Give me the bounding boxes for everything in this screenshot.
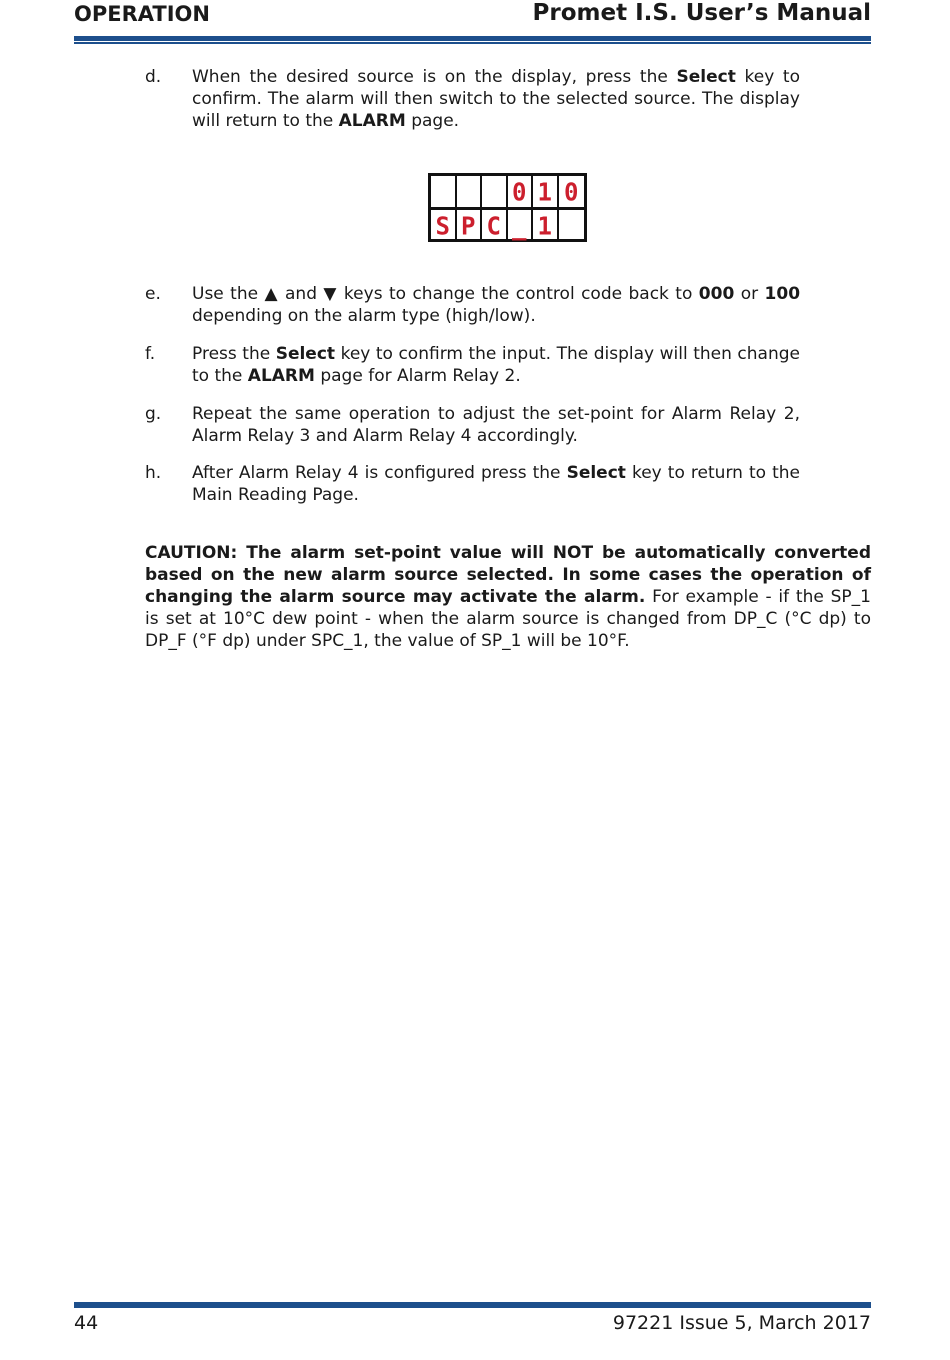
step-text: Repeat the same operation to adjust the set-point for Alarm Relay 2, Alarm Relay 3 and Alarm Relay 4 accordingly. — [192, 404, 800, 446]
text: Press the — [192, 344, 276, 364]
display-top-row — [431, 176, 584, 207]
text: Use the — [192, 284, 265, 304]
code-value: 100 — [764, 284, 801, 304]
text: depending on the alarm type (high/low). — [192, 306, 536, 326]
text: page for Alarm Relay 2. — [314, 366, 521, 386]
step-text — [192, 66, 800, 132]
display-bottom-row — [431, 210, 584, 241]
step-label: g. — [145, 404, 162, 424]
display-cell: _ — [508, 209, 534, 242]
caution-note — [145, 542, 871, 652]
page-header — [74, 0, 871, 48]
display-cell: 1 — [533, 175, 559, 208]
display-cell — [482, 175, 508, 208]
step-label: d. — [145, 67, 162, 87]
display-cell: 0 — [508, 175, 534, 208]
display-cell: C — [482, 209, 508, 242]
display-cell — [431, 175, 457, 208]
step-label: f. — [145, 344, 156, 364]
text: After Alarm Relay 4 is configured press the — [192, 463, 567, 483]
step-label: e. — [145, 284, 161, 304]
select-key: Select — [676, 67, 736, 87]
step-text — [192, 343, 800, 387]
text: keys to change the control code back to — [337, 284, 699, 304]
page-number: 44 — [74, 1312, 99, 1334]
manual-title: Promet I.S. User’s Manual — [532, 0, 871, 26]
text: or — [734, 284, 765, 304]
up-arrow-icon: ▲ — [264, 284, 279, 304]
display-cell: S — [431, 209, 457, 242]
display-cell — [559, 209, 585, 242]
caution-example: For example - if the SP_1 is set at 10°C dew point - when the alarm source is changed from DP_C (°C dp) to DP_F (°F dp) under SPC_1, the value of SP_1 will be 10°F. — [145, 587, 871, 651]
select-key: Select — [275, 344, 336, 364]
display-cell: P — [457, 209, 483, 242]
alarm-page: ALARM — [338, 111, 406, 131]
issue-info: 97221 Issue 5, March 2017 — [612, 1312, 871, 1334]
text: key to confirm. The alarm will then switch to the selected source. The display will return to the — [192, 67, 800, 131]
footer-rule — [74, 1302, 871, 1308]
header-rule-thick — [74, 36, 871, 41]
text: key to confirm the input. The display will then change to the — [192, 344, 800, 386]
header-rule-thin — [74, 42, 871, 44]
text: and — [278, 284, 324, 304]
display-cell: 0 — [564, 176, 579, 207]
step-label: h. — [145, 463, 162, 483]
caution-bold: CAUTION: The alarm set-point value will NOT be automatically converted based on the new alarm source selected. In some cases the operation of changing the alarm source may activate the alarm. — [145, 543, 871, 607]
alarm-page: ALARM — [247, 366, 315, 386]
step-text — [192, 283, 800, 327]
select-key: Select — [566, 463, 626, 483]
display-cell — [457, 175, 483, 208]
display-cell: 1 — [533, 209, 559, 242]
lcd-display — [428, 173, 587, 242]
code-value: 000 — [698, 284, 735, 304]
step-text — [192, 462, 800, 506]
section-title: OPERATION — [74, 2, 210, 26]
text: When the desired source is on the display, press the — [192, 67, 677, 87]
text: page. — [405, 111, 460, 131]
text: key to return to the Main Reading Page. — [192, 463, 800, 505]
down-arrow-icon: ▼ — [323, 284, 338, 304]
